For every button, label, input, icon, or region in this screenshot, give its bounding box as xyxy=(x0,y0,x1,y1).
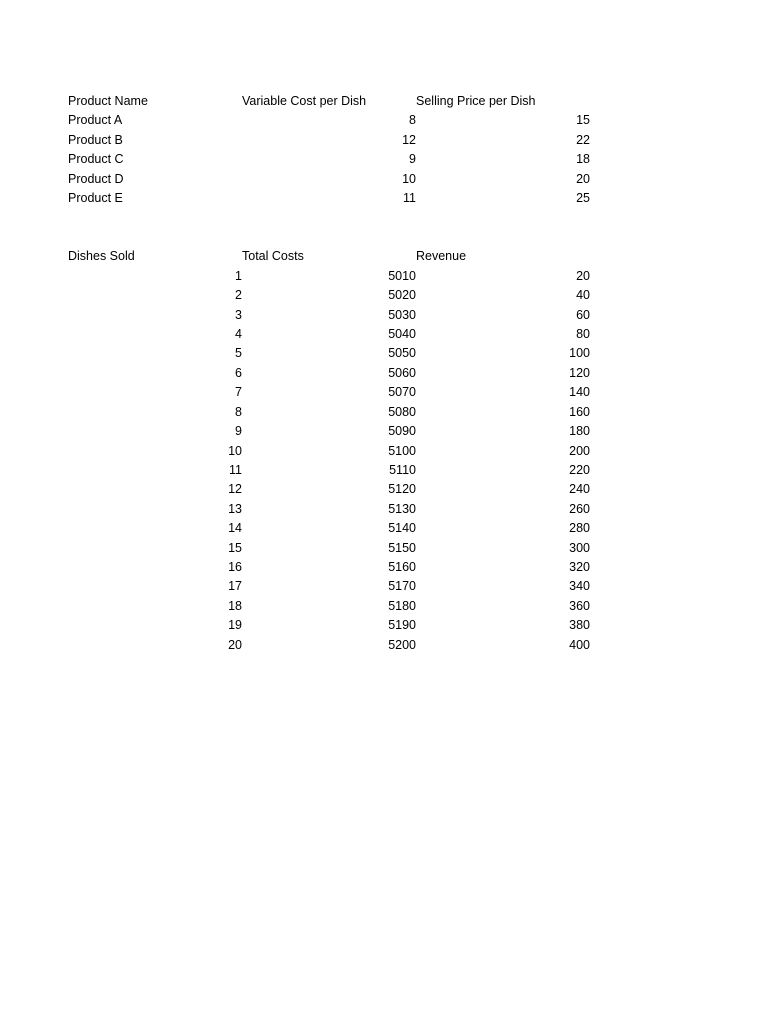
table-row xyxy=(68,480,590,499)
total-costs-cell[interactable]: 5180 xyxy=(388,598,416,613)
dishes-sold-cell[interactable]: 4 xyxy=(235,327,242,342)
revenue-cell[interactable]: 320 xyxy=(569,559,590,574)
header-dishes-sold[interactable]: Dishes Sold xyxy=(68,249,135,264)
table-row xyxy=(68,539,590,558)
dishes-sold-cell[interactable]: 12 xyxy=(228,482,242,497)
header-product-name[interactable]: Product Name xyxy=(68,94,148,108)
revenue-cell[interactable]: 20 xyxy=(576,268,590,283)
revenue-cell[interactable]: 380 xyxy=(569,618,590,633)
table-row xyxy=(68,150,590,169)
dishes-sold-cell[interactable]: 20 xyxy=(228,637,242,652)
dishes-sold-cell[interactable]: 19 xyxy=(228,618,242,633)
revenue-cell[interactable]: 180 xyxy=(569,424,590,439)
dishes-sold-cell[interactable]: 8 xyxy=(235,404,242,419)
table-row xyxy=(68,422,590,441)
table-row xyxy=(68,325,590,344)
revenue-cell[interactable]: 360 xyxy=(569,598,590,613)
table-row xyxy=(68,636,590,655)
total-costs-cell[interactable]: 5040 xyxy=(388,327,416,342)
table-row xyxy=(68,403,590,422)
revenue-cell[interactable]: 400 xyxy=(569,637,590,652)
table-row xyxy=(68,170,590,189)
table-row xyxy=(68,500,590,519)
total-costs-cell[interactable]: 5150 xyxy=(388,540,416,555)
products-table xyxy=(68,92,590,208)
table-row xyxy=(68,616,590,635)
revenue-cell[interactable]: 100 xyxy=(569,346,590,361)
total-costs-cell[interactable]: 5120 xyxy=(388,482,416,497)
table-row xyxy=(68,558,590,577)
selling-price-cell[interactable]: 18 xyxy=(576,152,590,167)
table-row xyxy=(68,344,590,363)
header-variable-cost[interactable]: Variable Cost per Dish xyxy=(242,94,367,108)
dishes-sold-cell[interactable]: 11 xyxy=(229,462,242,477)
selling-price-cell[interactable]: 15 xyxy=(576,113,590,128)
total-costs-cell[interactable]: 5100 xyxy=(388,443,416,458)
empty-rows-gap xyxy=(68,208,590,247)
dishes-sold-cell[interactable]: 14 xyxy=(228,521,242,536)
header-selling-price[interactable]: Selling Price per Dish xyxy=(416,94,536,108)
dishes-sold-cell[interactable]: 17 xyxy=(228,579,242,594)
total-costs-cell[interactable]: 5090 xyxy=(388,424,416,439)
total-costs-cell[interactable]: 5050 xyxy=(388,346,416,361)
dishes-sold-cell[interactable]: 5 xyxy=(235,346,242,361)
table-row xyxy=(68,267,590,286)
dishes-sold-cell[interactable]: 1 xyxy=(235,268,242,283)
header-revenue[interactable]: Revenue xyxy=(416,249,467,264)
table-row xyxy=(68,111,590,130)
table-row xyxy=(68,519,590,538)
total-costs-cell[interactable]: 5130 xyxy=(388,501,416,516)
table-row xyxy=(68,442,590,461)
product-name-cell[interactable]: Product D xyxy=(68,171,124,186)
total-costs-cell[interactable]: 5060 xyxy=(388,365,416,380)
selling-price-cell[interactable]: 22 xyxy=(576,132,590,147)
total-costs-cell[interactable]: 5110 xyxy=(389,462,416,477)
revenue-cell[interactable]: 280 xyxy=(569,521,590,536)
variable-cost-cell[interactable]: 11 xyxy=(403,191,416,206)
total-costs-cell[interactable]: 5010 xyxy=(388,268,416,283)
table-row xyxy=(68,577,590,596)
revenue-cell[interactable]: 300 xyxy=(569,540,590,555)
revenue-cell[interactable]: 80 xyxy=(576,327,590,342)
table-row xyxy=(68,383,590,402)
sales-table xyxy=(68,247,590,655)
table-row xyxy=(68,461,590,480)
dishes-sold-cell[interactable]: 9 xyxy=(235,424,242,439)
dishes-sold-cell[interactable]: 13 xyxy=(228,501,242,516)
total-costs-cell[interactable]: 5190 xyxy=(388,618,416,633)
total-costs-cell[interactable]: 5030 xyxy=(388,307,416,322)
table-row xyxy=(68,189,590,208)
dishes-sold-cell[interactable]: 10 xyxy=(228,443,242,458)
table-row xyxy=(68,306,590,325)
sales-header-row xyxy=(68,247,590,266)
revenue-cell[interactable]: 60 xyxy=(576,307,590,322)
revenue-cell[interactable]: 140 xyxy=(569,385,590,400)
header-total-costs[interactable]: Total Costs xyxy=(242,249,304,264)
variable-cost-cell[interactable]: 9 xyxy=(409,152,416,167)
products-header-row xyxy=(68,92,590,111)
sheet-area xyxy=(68,92,590,655)
table-row xyxy=(68,131,590,150)
dishes-sold-cell[interactable]: 3 xyxy=(235,307,242,322)
total-costs-cell[interactable]: 5020 xyxy=(388,288,416,303)
revenue-cell[interactable]: 120 xyxy=(569,365,590,380)
product-name-cell[interactable]: Product E xyxy=(68,191,123,206)
product-name-cell[interactable]: Product A xyxy=(68,113,123,128)
revenue-cell[interactable]: 220 xyxy=(569,462,590,477)
table-row xyxy=(68,286,590,305)
total-costs-cell[interactable]: 5080 xyxy=(388,404,416,419)
dishes-sold-cell[interactable]: 7 xyxy=(235,385,242,400)
product-name-cell[interactable]: Product C xyxy=(68,152,124,167)
total-costs-cell[interactable]: 5200 xyxy=(388,637,416,652)
total-costs-cell[interactable]: 5160 xyxy=(388,559,416,574)
dishes-sold-cell[interactable]: 18 xyxy=(228,598,242,613)
total-costs-cell[interactable]: 5170 xyxy=(388,579,416,594)
total-costs-cell[interactable]: 5070 xyxy=(388,385,416,400)
variable-cost-cell[interactable]: 10 xyxy=(402,171,416,186)
selling-price-cell[interactable]: 25 xyxy=(576,191,590,206)
variable-cost-cell[interactable]: 8 xyxy=(409,113,416,128)
total-costs-cell[interactable]: 5140 xyxy=(388,521,416,536)
table-row xyxy=(68,364,590,383)
revenue-cell[interactable]: 160 xyxy=(569,404,590,419)
dishes-sold-cell[interactable]: 6 xyxy=(235,365,242,380)
revenue-cell[interactable]: 40 xyxy=(576,288,590,303)
revenue-cell[interactable]: 200 xyxy=(569,443,590,458)
table-row xyxy=(68,597,590,616)
revenue-cell[interactable]: 260 xyxy=(569,501,590,516)
revenue-cell[interactable]: 340 xyxy=(569,579,590,594)
dishes-sold-cell[interactable]: 16 xyxy=(228,559,242,574)
revenue-cell[interactable]: 240 xyxy=(569,482,590,497)
dishes-sold-cell[interactable]: 2 xyxy=(235,288,242,303)
selling-price-cell[interactable]: 20 xyxy=(576,171,590,186)
variable-cost-cell[interactable]: 12 xyxy=(402,132,416,147)
product-name-cell[interactable]: Product B xyxy=(68,132,123,147)
dishes-sold-cell[interactable]: 15 xyxy=(228,540,242,555)
